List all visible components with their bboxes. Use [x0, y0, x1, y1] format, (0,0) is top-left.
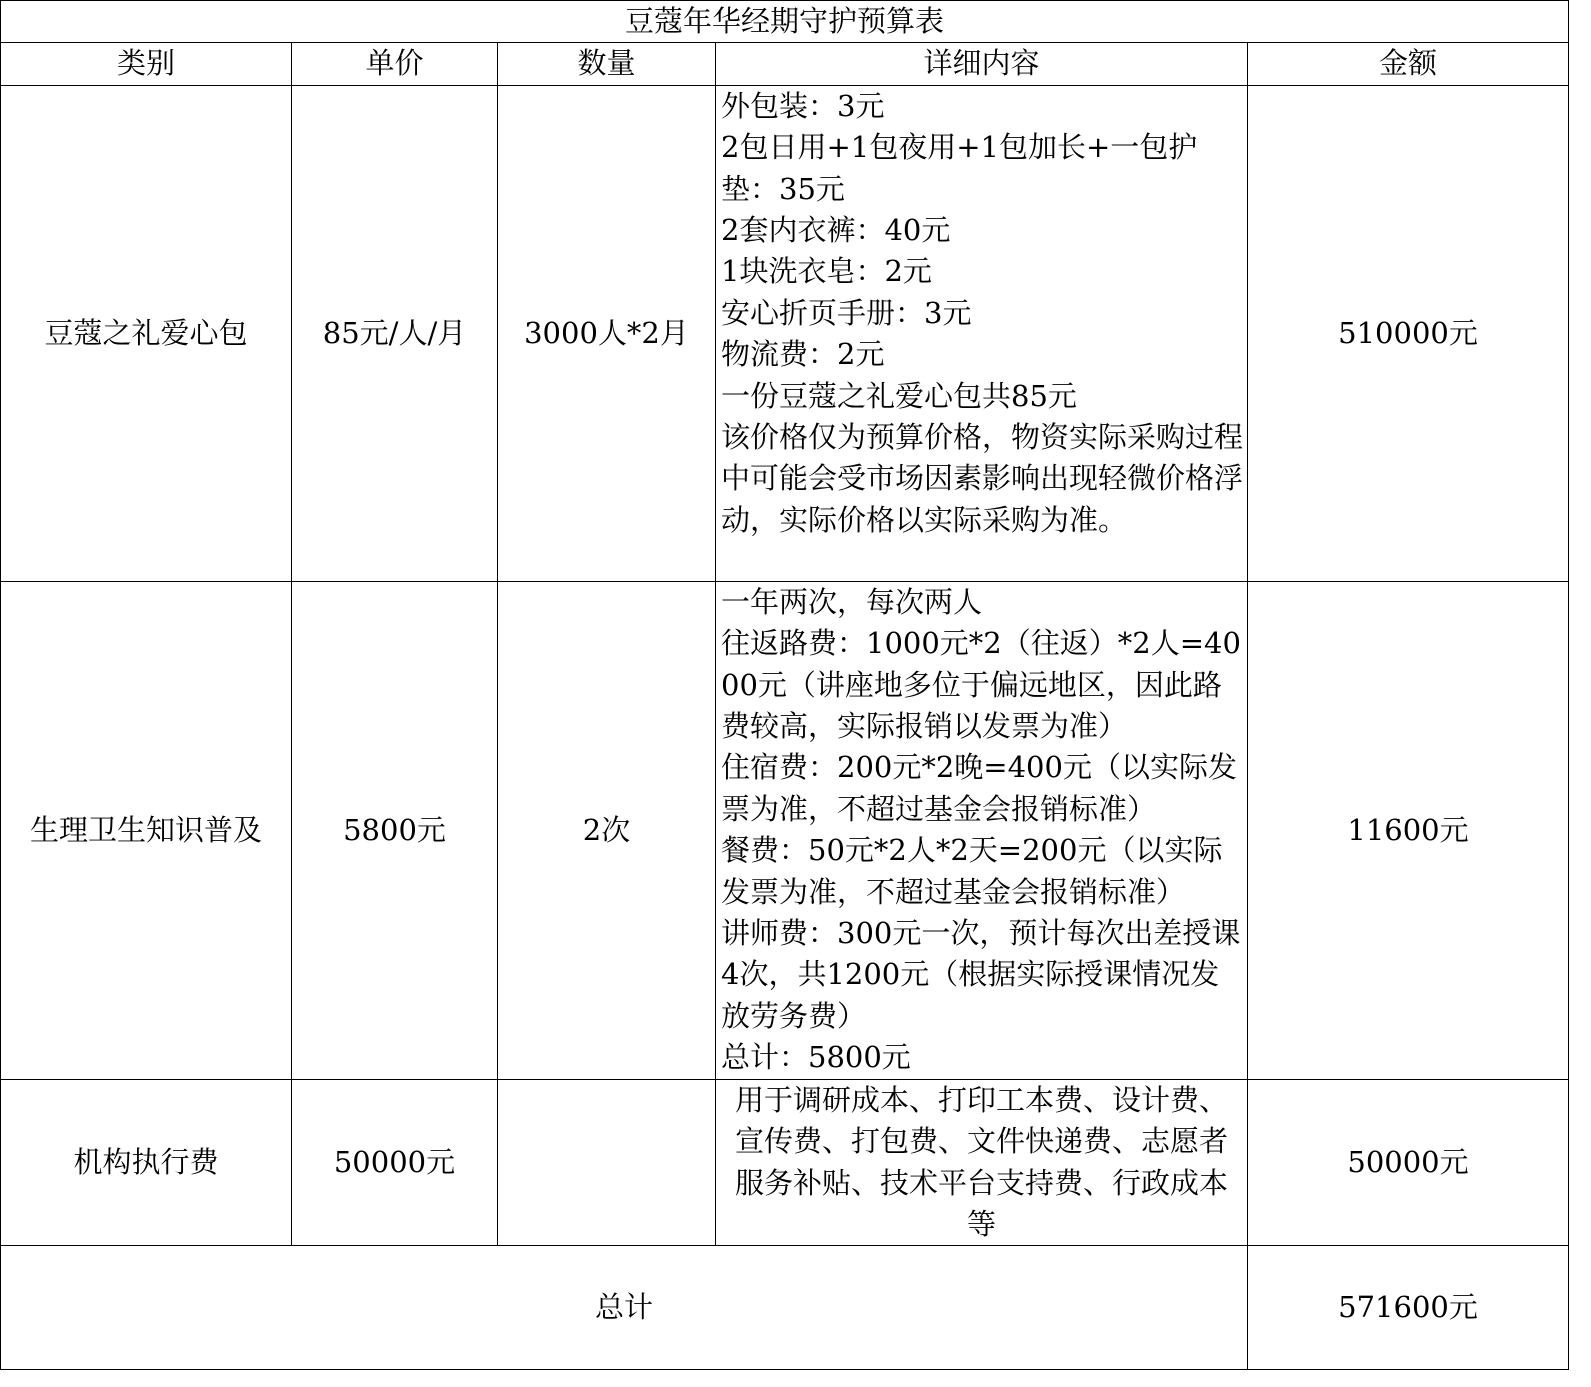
total-row: [1, 1246, 1569, 1370]
row-unit-price: 50000元: [292, 1079, 498, 1246]
header-row: [1, 43, 1569, 85]
header-quantity: 数量: [498, 43, 716, 85]
detail-line: 一份豆蔻之礼爱心包共85元: [721, 378, 1077, 413]
row-amount: 11600元: [1248, 581, 1569, 1079]
row-category: 机构执行费: [1, 1079, 292, 1246]
header-details: 详细内容: [716, 43, 1248, 85]
row-quantity: 2次: [498, 581, 716, 1079]
row-unit-price: 85元/人/月: [292, 85, 498, 581]
detail-line: 安心折页手册：3元: [721, 295, 972, 330]
row-details: [716, 1079, 1248, 1246]
detail-line: 外包装：3元: [721, 88, 885, 123]
row-unit-price: 5800元: [292, 581, 498, 1079]
detail-line: 往返路费：1000元*2（往返）*2人=4000元（讲座地多位于偏远地区，因此路费较高，实际报销以发票为准）: [721, 626, 1241, 744]
detail-line: 1块洗衣皂：2元: [721, 254, 932, 289]
detail-line: 总计：5800元: [721, 1040, 911, 1075]
title-row: [1, 1, 1569, 43]
row-amount: 50000元: [1248, 1079, 1569, 1246]
row-amount: 510000元: [1248, 85, 1569, 581]
total-label: 总计: [1, 1246, 1248, 1370]
detail-line: 住宿费：200元*2晚=400元（以实际发票为准，不超过基金会报销标准）: [721, 750, 1237, 826]
detail-line: 2包日用+1包夜用+1包加长+一包护垫：35元: [721, 130, 1198, 206]
detail-line: 物流费：2元: [721, 337, 885, 372]
header-category: 类别: [1, 43, 292, 85]
table-row: [1, 85, 1569, 581]
table-title: 豆蔻年华经期守护预算表: [1, 1, 1569, 43]
row-quantity: 3000人*2月: [498, 85, 716, 581]
detail-line: 一年两次，每次两人: [721, 584, 983, 619]
detail-line: 2套内衣裤：40元: [721, 213, 951, 248]
total-amount: 571600元: [1248, 1246, 1569, 1370]
row-category: 生理卫生知识普及: [1, 581, 292, 1079]
row-category: 豆蔻之礼爱心包: [1, 85, 292, 581]
header-unit-price: 单价: [292, 43, 498, 85]
table-row: [1, 581, 1569, 1079]
row-quantity: [498, 1079, 716, 1246]
row-details: [716, 581, 1248, 1079]
row-details: [716, 85, 1248, 581]
table-row: [1, 1079, 1569, 1246]
header-amount: 金额: [1248, 43, 1569, 85]
detail-line: 该价格仅为预算价格，物资实际采购过程中可能会受市场因素影响出现轻微价格浮动，实际价格以实际采购为准。: [721, 420, 1244, 537]
detail-line: 餐费：50元*2人*2天=200元（以实际发票为准，不超过基金会报销标准）: [721, 833, 1223, 909]
detail-line: 讲师费：300元一次，预计每次出差授课4次，共1200元（根据实际授课情况发放劳务费）: [721, 916, 1241, 1033]
detail-line: 用于调研成本、打印工本费、设计费、宣传费、打包费、文件快递费、志愿者服务补贴、技术平台支持费、行政成本等: [734, 1082, 1228, 1241]
